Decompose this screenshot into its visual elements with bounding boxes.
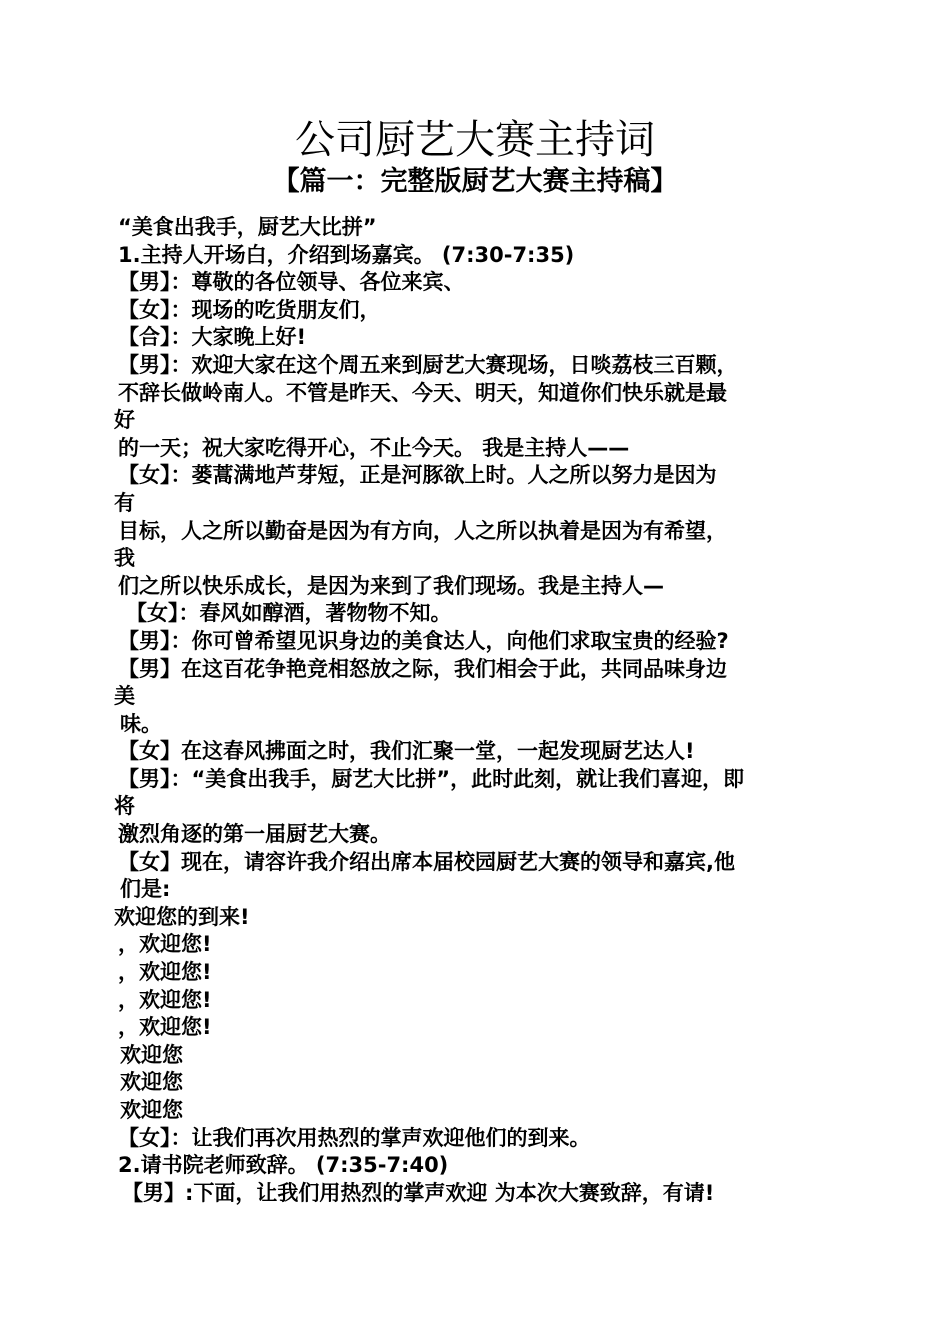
body-line: 【男】在这百花争艳竞相怒放之际，我们相会于此，共同品味身边 [118,656,727,681]
body-line: 欢迎您 [120,1098,183,1122]
body-line: 1.主持人开场白，介绍到场嘉宾。 (7:30-7:35) [118,242,575,267]
body-line: 【合】：大家晚上好! [118,325,307,350]
body-line: 【男】：尊敬的各位领导、各位来宾、 [118,270,465,295]
document-body [0,214,950,1207]
body-line: 【女】：让我们再次用热烈的掌声欢迎他们的到来。 [118,1125,591,1150]
body-line: 【女】在这春风拂面之时，我们汇聚一堂，一起发现厨艺达人! [118,739,695,764]
body-line: 【男】：你可曾希望见识身边的美食达人，向他们求取宝贵的经验? [118,628,729,653]
body-line: 【女】：蒌蒿满地芦芽短，正是河豚欲上时。人之所以努力是因为 [118,463,717,488]
body-line: 好 [114,408,135,433]
body-line: 2.请书院老师致辞。 (7:35-7:40) [118,1153,449,1178]
body-line: 欢迎您 [120,1042,183,1067]
body-line: 有 [114,490,135,515]
document-subtitle: 【篇一：完整版厨艺大赛主持稿】 [272,166,678,197]
body-line: 欢迎您的到来! [114,904,250,929]
body-line: 【女】：现场的吃货朋友们， [118,297,381,322]
body-line: 的一天；祝大家吃得开心，不止今天。 我是主持人—— [118,435,630,460]
body-line: 欢迎您 [120,1070,183,1095]
body-line: ，欢迎您! [118,960,212,985]
body-line: 【男】:下面，让我们用热烈的掌声欢迎 为本次大赛致辞，有请! [122,1180,715,1205]
body-line: 我 [114,546,135,571]
body-line: 不辞长做岭南人。不管是昨天、今天、明天，知道你们快乐就是最 [118,380,727,405]
body-line: 【男】：“美食出我手，厨艺大比拼”，此时此刻，就让我们喜迎，即 [118,766,745,791]
body-line: 【女】：春风如醇酒，著物物不知。 [126,601,452,626]
body-line: 激烈角逐的第一届厨艺大赛。 [118,822,391,847]
body-line: “美食出我手，厨艺大比拼” [118,215,377,239]
body-line: 将 [114,794,135,819]
body-line: 们之所以快乐成长，是因为来到了我们现场。我是主持人— [118,573,664,598]
body-line: 目标，人之所以勤奋是因为有方向，人之所以执着是因为有希望， [118,518,727,543]
body-line: 们是: [120,877,171,902]
body-line: ，欢迎您! [118,932,212,957]
body-line: 美 [114,684,135,709]
body-line: 【男】：欢迎大家在这个周五来到厨艺大赛现场，日啖荔枝三百颗， [118,352,738,377]
document-title: 公司厨艺大赛主持词 [295,117,655,163]
body-line: 【女】现在，请容许我介绍出席本届校园厨艺大赛的领导和嘉宾,他 [118,849,735,874]
body-line: 味。 [120,711,162,736]
body-line: ，欢迎您! [118,987,212,1012]
body-line: ，欢迎您! [118,1015,212,1040]
